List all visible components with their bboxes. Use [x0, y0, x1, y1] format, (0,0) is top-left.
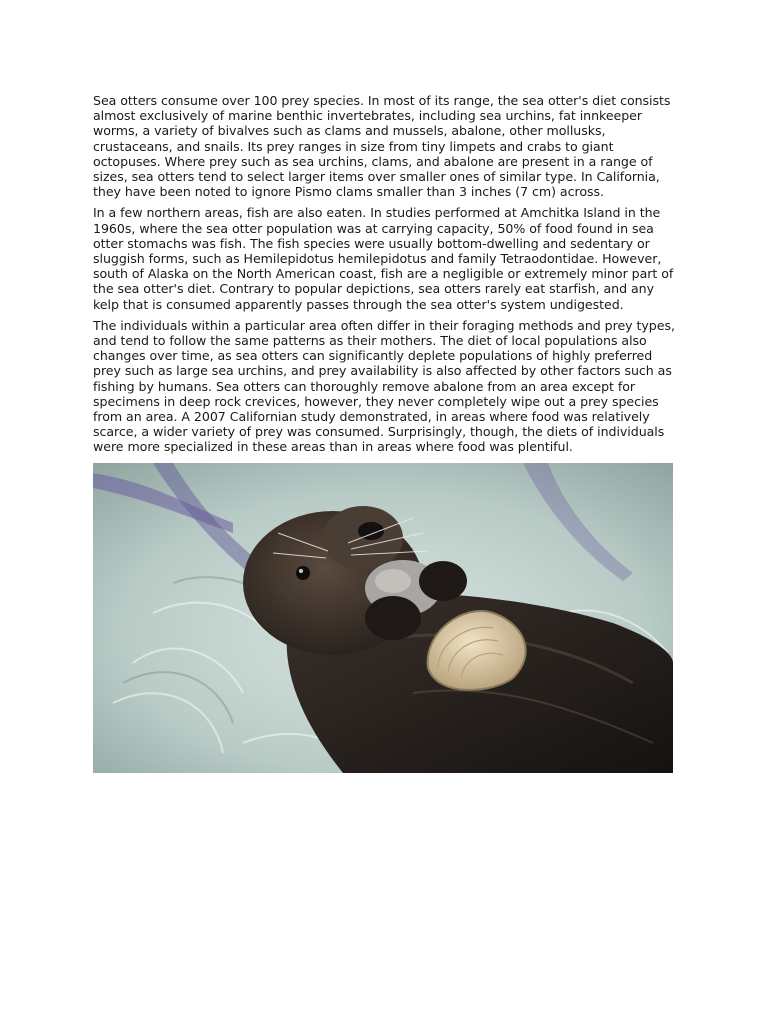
paragraph-fish: In a few northern areas, fish are also eaten. In studies performed at Amchitka Island in the 1960s, where the sea otter population was at carrying capacity, 50% of food found in sea otter stomachs was fish. The fish species were usually bottom-dwelling and sedentary or sluggish forms, such as Hemilepidotus hemilepidotus and family Tetraodontidae. However, south of Alaska on the North American coast, fish are a negligible or extremely minor part of the sea otter's diet. Contrary to popular depictions, sea otters rarely eat starfish, and any kelp that is consumed apparently passes through the sea otter's system undigested. — [93, 205, 674, 312]
paragraph-individual-variation: The individuals within a particular area often differ in their foraging methods and prey types, and tend to follow the same patterns as their mothers. The diet of local populations also changes over time, as sea otters can significantly deplete populations of highly preferred prey such as large sea urchins, and prey availability is also affected by other factors such as fishing by humans. Sea otters can thoroughly remove abalone from an area except for specimens in deep rock crevices, however, they never completely wipe out a prey species from an area. A 2007 Californian study demonstrated, in areas where food was relatively scarce, a wider variety of prey was consumed. Surprisingly, though, the diets of individuals were more specialized in these areas than in areas where food was plentiful. — [93, 317, 675, 455]
sea-otter-photo — [93, 463, 673, 773]
paragraph-diet-overview: Sea otters consume over 100 prey species. In most of its range, the sea otter's diet consists almost exclusively of marine benthic invertebrates, including sea urchins, fat innkeeper worms, a variety of bivalves such as clams and mussels, abalone, other mollusks, crustaceans, and snails. Its prey ranges in size from tiny limpets and crabs to giant octopuses. Where prey such as sea urchins, clams, and abalone are present in a range of sizes, sea otters tend to select larger items over smaller ones of similar type. In California, they have been noted to ignore Pismo clams smaller than 3 inches (7 cm) across. — [93, 93, 671, 200]
document-page — [93, 93, 675, 773]
